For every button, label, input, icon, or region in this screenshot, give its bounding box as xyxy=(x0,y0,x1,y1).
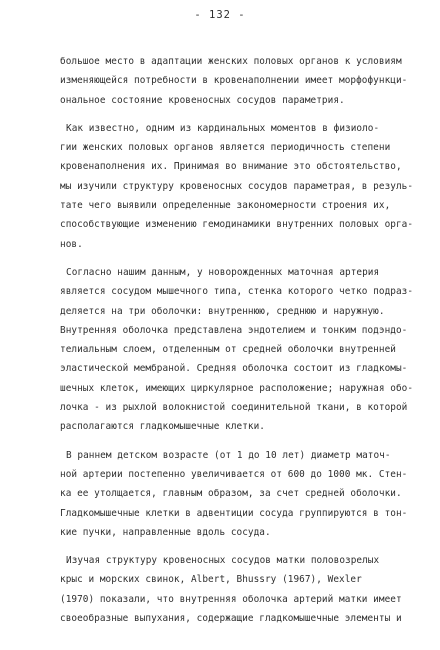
text-line: ной артерии постепенно увеличивается от 600 до 1000 мк. Стен- xyxy=(60,468,408,480)
text-line: Гладкомышечные клетки в адвентиции сосуда группируются в тон- xyxy=(60,507,408,519)
paragraph-5 xyxy=(60,551,422,628)
body-text xyxy=(60,52,422,628)
text-line: гии женских половых органов является периодичность степени xyxy=(60,142,391,154)
text-line: шечных клеток, имеющих циркулярное расположение; наружная обо- xyxy=(60,382,414,394)
text-line: Внутренняя оболочка представлена эндотелием и тонким подэндо- xyxy=(60,324,408,336)
text-line: Согласно нашим данным, у новорожденных маточная артерия xyxy=(66,266,380,278)
text-line: кие пучки, направленные вдоль сосуда. xyxy=(60,526,271,538)
text-line: (1970) показали, что внутренняя оболочка артерий матки имеет xyxy=(60,593,402,605)
text-line: располагаются гладкомышечные клетки. xyxy=(60,421,265,433)
text-line: крыс и морских свинок, Albert, Bhussry (1967), Wexler xyxy=(60,574,362,586)
text-line: кровенаполнения их. Принимая во внимание это обстоятельство, xyxy=(60,161,402,173)
text-line: Изучая структуру кровеносных сосудов матки половозрелых xyxy=(66,555,380,567)
paragraph-4 xyxy=(60,446,422,542)
text-line: своеобразные выпухания, содержащие гладкомышечные элементы и xyxy=(60,613,402,625)
text-line: эластической мембраной. Средняя оболочка состоит из гладкомы- xyxy=(60,363,408,375)
text-line: ональное состояние кровеносных сосудов параметрия. xyxy=(60,94,345,106)
paragraph-3 xyxy=(60,263,422,437)
text-line: деляется на три оболочки: внутреннюю, среднюю и наружную. xyxy=(60,305,385,317)
text-line: В раннем детском возрасте (от 1 до 10 лет) диаметр маточ- xyxy=(66,449,391,461)
page-number: - 132 - xyxy=(194,9,246,21)
paragraph-1 xyxy=(60,52,422,110)
text-line: является сосудом мышечного типа, стенка которого четко подраз- xyxy=(60,286,414,298)
text-line: изменяющейся потребности в кровенаполнении имеет морфофункци- xyxy=(60,75,408,87)
paragraph-2 xyxy=(60,119,422,254)
text-line: лочка - из рыхлой волокнистой соединительной ткани, в которой xyxy=(60,402,408,414)
text-line: нов. xyxy=(60,238,83,250)
text-line: Как известно, одним из кардинальных моментов в физиоло- xyxy=(66,122,380,134)
text-line: способствующие изменению гемодинамики внутренних половых орга- xyxy=(60,219,414,231)
text-line: тате чего выявили определенные закономерности строения их, xyxy=(60,200,391,212)
text-line: мы изучили структуру кровеносных сосудов параметрая, в резуль- xyxy=(60,180,414,192)
text-line: телиальным слоем, отделенным от средней оболочки внутренней xyxy=(60,344,396,356)
text-line: ка ее утолщается, главным образом, за счет средней оболочки. xyxy=(60,488,402,500)
text-line: большое место в адаптации женских половых органов к условиям xyxy=(60,56,402,67)
